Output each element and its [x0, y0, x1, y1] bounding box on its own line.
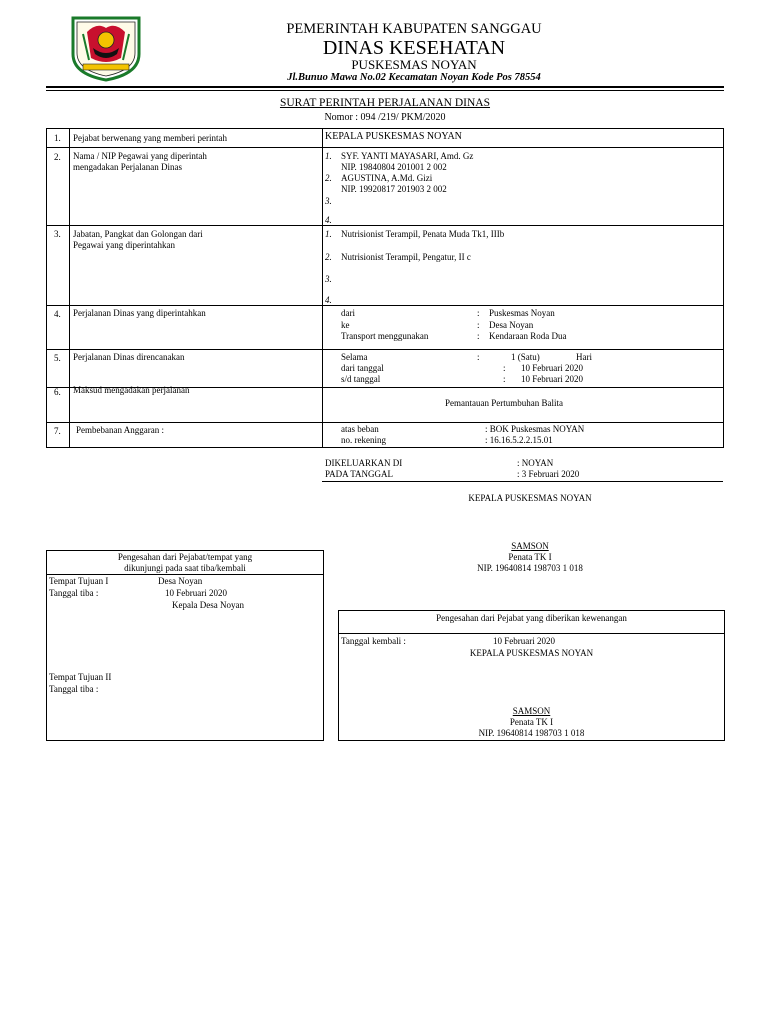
letterhead-rule-thin [46, 90, 724, 91]
row5-start-colon: : [503, 363, 506, 373]
row7-charge-value: : BOK Puskesmas NOYAN [485, 424, 585, 434]
signer-title: KEPALA PUSKESMAS NOYAN [468, 493, 592, 503]
letterhead-address: Jl.Bunuo Mawa No.02 Kecamatan Noyan Kode Pos 78554 [287, 72, 541, 83]
dest2-label: Tempat Tujuan II [49, 672, 112, 682]
row3-item4-number: 4. [325, 295, 332, 305]
row2-employee2-name: AGUSTINA, A.Md. Gizi [341, 173, 433, 183]
row6-value: Pemantauan Pertumbuhan Balita [445, 398, 563, 408]
right-box-header: Pengesahan dari Pejabat yang diberikan kewenangan [436, 613, 627, 623]
row7-account-label: no. rekening [341, 435, 386, 445]
row2-item2-number: 2. [325, 173, 332, 183]
row4-from-colon: : [477, 308, 480, 318]
row2-label-line1: Nama / NIP Pegawai yang diperintah [73, 151, 207, 161]
row5-end-colon: : [503, 374, 506, 384]
row3-number: 3. [54, 229, 61, 239]
arrive1-value: 10 Februari 2020 [165, 588, 227, 598]
issued-date-label: PADA TANGGAL [325, 469, 394, 479]
row2-employee1-name: SYF. YANTI MAYASARI, Amd. Gz [341, 151, 474, 161]
row2-label-line2: mengadakan Perjalanan Dinas [73, 162, 182, 172]
row5-duration-colon: : [477, 352, 480, 362]
row3-item1-number: 1. [325, 229, 332, 239]
row1-label: Pejabat berwenang yang memberi perintah [73, 133, 227, 143]
row4-to-colon: : [477, 320, 480, 330]
row2-number: 2. [54, 152, 61, 162]
row4-label: Perjalanan Dinas yang diperintahkan [73, 308, 206, 318]
row3-position1: Nutrisionist Terampil, Penata Muda Tk1, IIIb [341, 229, 505, 239]
row1-number: 1. [54, 133, 61, 143]
row2-item4-number: 4. [325, 215, 332, 225]
row3-label-line2: Pegawai yang diperintahkan [73, 240, 175, 250]
row1-value: KEPALA PUSKESMAS NOYAN [325, 131, 462, 142]
village-head-title: Kepala Desa Noyan [172, 600, 244, 610]
issued-place-value: : NOYAN [517, 458, 554, 468]
row4-number: 4. [54, 309, 61, 319]
document-number: Nomor : 094 /219/ PKM/2020 [324, 112, 446, 123]
row2-employee2-nip: NIP. 19920817 201903 2 002 [341, 184, 447, 194]
row2-item3-number: 3. [325, 196, 332, 206]
signer-name: SAMSON [511, 541, 549, 551]
row5-start-label: dari tanggal [341, 363, 384, 373]
row4-transport-label: Transport menggunakan [341, 331, 429, 341]
arrive1-label: Tanggal tiba : [49, 588, 99, 598]
row5-number: 5. [54, 353, 61, 363]
row7-label: Pembebanan Anggaran : [76, 425, 164, 435]
issued-date-value: : 3 Februari 2020 [517, 469, 580, 479]
left-box-header-line2: dikunjungi pada saat tiba/kembali [124, 563, 246, 573]
right-signer-rank: Penata TK I [509, 717, 554, 727]
right-signer-nip: NIP. 19640814 198703 1 018 [478, 728, 585, 738]
row5-duration-value: 1 (Satu) [511, 352, 540, 362]
letterhead-rule-thick [46, 86, 724, 88]
row3-item3-number: 3. [325, 274, 332, 284]
row5-start-value: 10 Februari 2020 [521, 363, 583, 373]
row4-from-label: dari [341, 308, 355, 318]
right-signer-name: SAMSON [512, 706, 551, 716]
row2-item1-number: 1. [325, 151, 332, 161]
return-date-value: 10 Februari 2020 [493, 636, 555, 646]
return-date-label: Tanggal kembali : [341, 636, 406, 646]
issued-place-label: DIKELUARKAN DI [325, 458, 403, 468]
signer-rank: Penata TK I [508, 552, 552, 562]
row5-end-value: 10 Februari 2020 [521, 374, 583, 384]
document-title: SURAT PERINTAH PERJALANAN DINAS [279, 97, 491, 109]
signer-nip: NIP. 19640814 198703 1 018 [477, 563, 583, 573]
issued-underline [322, 481, 723, 482]
row4-from-value: Puskesmas Noyan [489, 308, 555, 318]
row4-to-label: ke [341, 320, 350, 330]
row6-number: 6. [54, 387, 61, 397]
row7-charge-label: atas beban [341, 424, 379, 434]
letterhead-unit: PUSKESMAS NOYAN [351, 57, 477, 72]
sanggau-regency-emblem [67, 14, 145, 82]
row5-label: Perjalanan Dinas direncanakan [73, 352, 185, 362]
dest1-label: Tempat Tujuan I [49, 576, 109, 586]
row6-label: Maksud mengadakan perjalanan [73, 385, 190, 395]
arrive2-label: Tanggal tiba : [49, 684, 99, 694]
dest1-value: Desa Noyan [158, 576, 203, 586]
letterhead-gov: PEMERINTAH KABUPATEN SANGGAU [286, 21, 542, 37]
row3-label-line1: Jabatan, Pangkat dan Golongan dari [73, 229, 203, 239]
letterhead-office: DINAS KESEHATAN [322, 37, 506, 59]
row7-account-value: : 16.16.5.2.2.15.01 [485, 435, 553, 445]
right-signer-title: KEPALA PUSKESMAS NOYAN [469, 648, 594, 658]
row7-number: 7. [54, 426, 61, 436]
left-box-header-line1: Pengesahan dari Pejabat/tempat yang [117, 552, 253, 562]
row3-position2: Nutrisionist Terampil, Pengatur, II c [341, 252, 471, 262]
row5-end-label: s/d tanggal [341, 374, 381, 384]
row4-transport-colon: : [477, 331, 480, 341]
row4-to-value: Desa Noyan [489, 320, 534, 330]
row3-item2-number: 2. [325, 252, 332, 262]
row5-duration-label: Selama [341, 352, 368, 362]
row2-employee1-nip: NIP. 19840804 201001 2 002 [341, 162, 447, 172]
row5-duration-unit: Hari [576, 352, 592, 362]
row4-transport-value: Kendaraan Roda Dua [489, 331, 567, 341]
